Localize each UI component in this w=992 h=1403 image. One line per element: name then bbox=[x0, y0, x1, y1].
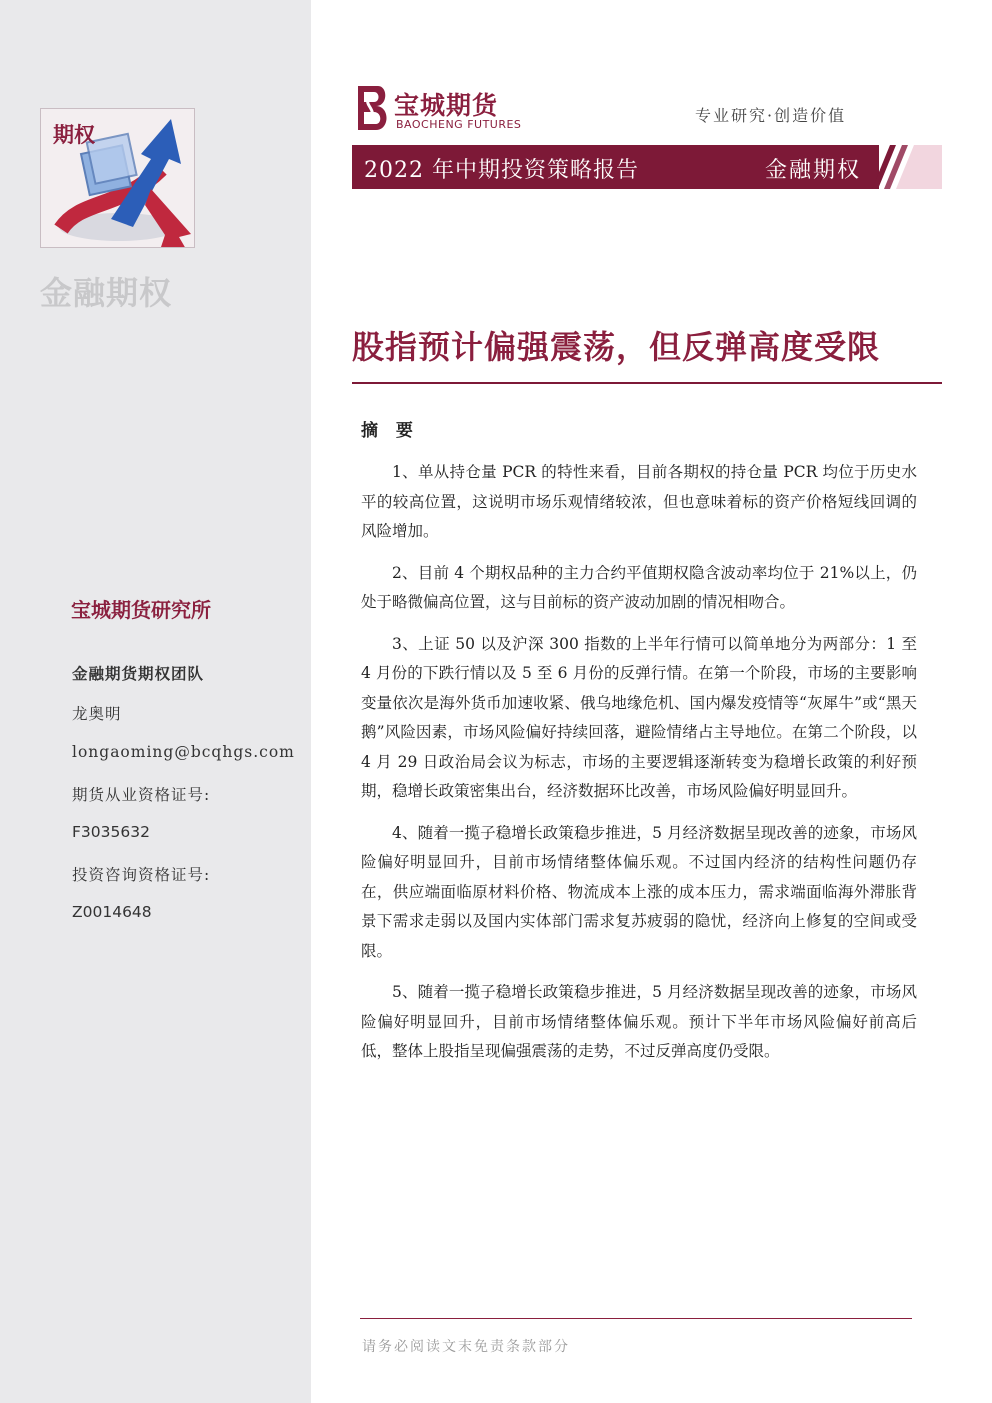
banner-category: 金融期权 bbox=[764, 158, 861, 183]
sidebar-category: 金融期权 bbox=[40, 274, 173, 312]
banner-title: 2022 年中期投资策略报告 bbox=[364, 158, 639, 183]
summary-paragraph: 3、上证 50 以及沪深 300 指数的上半年行情可以简单地分为两部分：1 至 4 月份的下跌行情以及 5 至 6 月份的反弹行情。在第一个阶段，市场的主要影响变量依次是海外货币加速收紧、俄乌地缘危机、国内爆发疫情等“灰犀牛”或“黑天鹅”风险因素，市场风险偏好持续回落，避险情绪占主导地位。在第二个阶段，以 4 月 29 日政治局会议为标志，市场的主要逻辑逐渐转变为稳增长政策的利好预期，稳增长政策密集出台，经济数据环比改善，市场风险偏好明显回升。 bbox=[361, 634, 917, 800]
report-banner bbox=[352, 145, 879, 189]
author-name: 龙奥明 bbox=[72, 705, 122, 723]
advisory-license-number: Z0014648 bbox=[72, 903, 152, 921]
summary-body bbox=[361, 458, 917, 1079]
logo-name: 宝城期货 bbox=[394, 91, 499, 120]
advisory-license-label: 投资咨询资格证号: bbox=[72, 866, 211, 884]
futures-license-label: 期货从业资格证号: bbox=[72, 786, 211, 804]
futures-license-number: F3035632 bbox=[72, 823, 150, 841]
footer-rule bbox=[360, 1318, 912, 1319]
summary-label: 摘 要 bbox=[361, 421, 419, 441]
b-logo-icon bbox=[356, 84, 392, 132]
headline: 股指预计偏强震荡，但反弹高度受限 bbox=[352, 328, 881, 366]
summary-paragraph: 5、随着一揽子稳增长政策稳步推进，5 月经济数据呈现改善的迹象，市场风险偏好明显回升，目前市场情绪整体偏乐观。预计下半年市场风险偏好前高后低，整体上股指呈现偏强震荡的走势，不过反弹高度仍受限。 bbox=[361, 983, 917, 1060]
cover-tag: 期权 bbox=[53, 123, 95, 147]
slogan: 专业研究·创造价值 bbox=[695, 106, 847, 125]
team-name: 金融期货期权团队 bbox=[72, 664, 205, 683]
banner-stripes bbox=[850, 145, 942, 189]
disclaimer-note: 请务必阅读文末免责条款部分 bbox=[362, 1339, 570, 1355]
institute-name: 宝城期货研究所 bbox=[71, 598, 211, 622]
logo-english: BAOCHENG FUTURES bbox=[396, 118, 522, 131]
headline-rule bbox=[352, 382, 942, 384]
cover-image bbox=[40, 108, 195, 248]
summary-paragraph: 2、目前 4 个期权品种的主力合约平值期权隐含波动率均位于 21%以上，仍处于略微偏高位置，这与目前标的资产波动加剧的情况相吻合。 bbox=[361, 563, 917, 611]
summary-paragraph: 1、单从持仓量 PCR 的特性来看，目前各期权的持仓量 PCR 均位于历史水平的较高位置，这说明市场乐观情绪较浓，但也意味着标的资产价格短线回调的风险增加。 bbox=[361, 463, 917, 540]
author-email[interactable]: longaoming@bcqhgs.com bbox=[72, 743, 295, 761]
company-logo bbox=[356, 84, 526, 134]
summary-paragraph: 4、随着一揽子稳增长政策稳步推进，5 月经济数据呈现改善的迹象，市场风险偏好明显回升，目前市场情绪整体偏乐观。不过国内经济的结构性问题仍存在，供应端面临原材料价格、物流成本上涨的成本压力，需求端面临海外滞胀背景下需求走弱以及国内实体部门需求复苏疲弱的隐忧，经济向上修复的空间或受限。 bbox=[361, 823, 917, 960]
sidebar bbox=[0, 0, 311, 1403]
